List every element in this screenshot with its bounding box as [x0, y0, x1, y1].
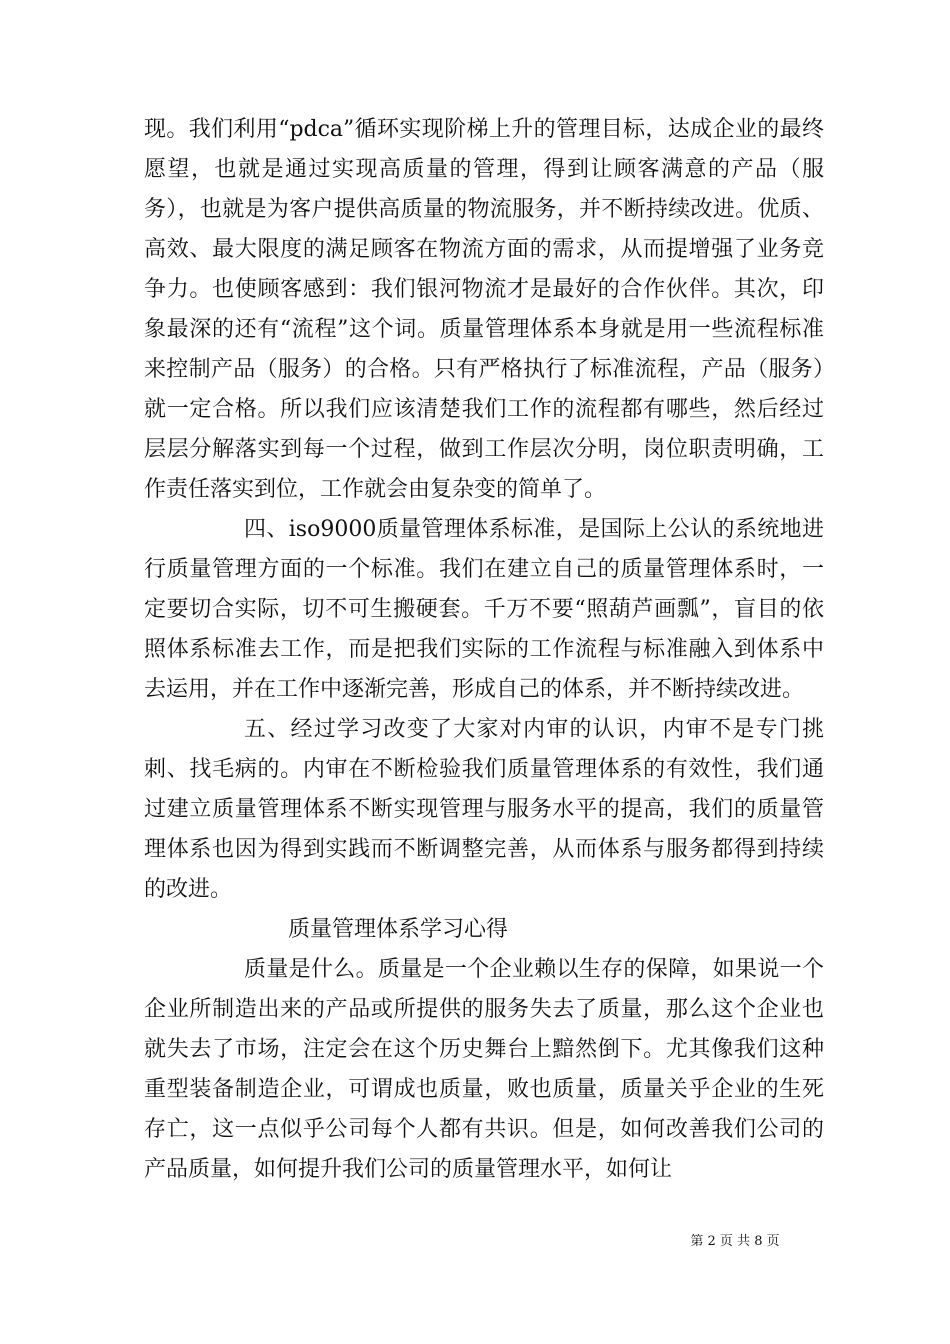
paragraph-iso9000: 四、iso9000质量管理体系标准，是国际上公认的系统地进行质量管理方面的一个标准。我们在建立自己的质量管理体系时，一定要切合实际，切不可生搬硬套。千万不要“照葫芦画瓢”，盲目的依照体系标准去工作，而是把我们实际的工作流程与标准融入到体系中去运用，并在工作中逐渐完善，形成自己的体系，并不断持续改进。 — [144, 517, 824, 702]
page-number-footer: 第 2 页 共 8 页 — [690, 1234, 780, 1249]
paragraph-pdca-process: 现。我们利用“pdca”循环实现阶梯上升的管理目标，达成企业的最终愿望，也就是通过实现高质量的管理，得到让顾客满意的产品（服务），也就是为客户提供高质量的物流服务，并不断持续改进。优质、高效、最大限度的满足顾客在物流方面的需求，从而提增强了业务竞争力。也使顾客感到：我们银河物流才是最好的合作伙伴。其次，印象最深的还有“流程”这个词。质量管理体系本身就是用一些流程标准来控制产品（服务）的合格。只有严格执行了标准流程，产品（服务）就一定合格。所以我们应该清楚我们工作的流程都有哪些，然后经过层层分解落实到每一个过程，做到工作层次分明，岗位职责明确，工作责任落实到位，工作就会由复杂变的简单了。 — [144, 117, 824, 502]
document-body — [144, 110, 824, 1190]
section-title: 质量管理体系学习心得 — [288, 917, 509, 942]
paragraph-internal-audit: 五、经过学习改变了大家对内审的认识，内审不是专门挑刺、找毛病的。内审在不断检验我们质量管理体系的有效性，我们通过建立质量管理体系不断实现管理与服务水平的提高，我们的质量管理体系也因为得到实践而不断调整完善，从而体系与服务都得到持续的改进。 — [144, 717, 824, 902]
paragraph-what-is-quality: 质量是什么。质量是一个企业赖以生存的保障，如果说一个企业所制造出来的产品或所提供的服务失去了质量，那么这个企业也就失去了市场，注定会在这个历史舞台上黯然倒下。尤其像我们这种重型装备制造企业，可谓成也质量，败也质量，质量关乎企业的生死存亡，这一点似乎公司每个人都有共识。但是，如何改善我们公司的产品质量，如何提升我们公司的质量管理水平，如何让 — [144, 957, 824, 1182]
